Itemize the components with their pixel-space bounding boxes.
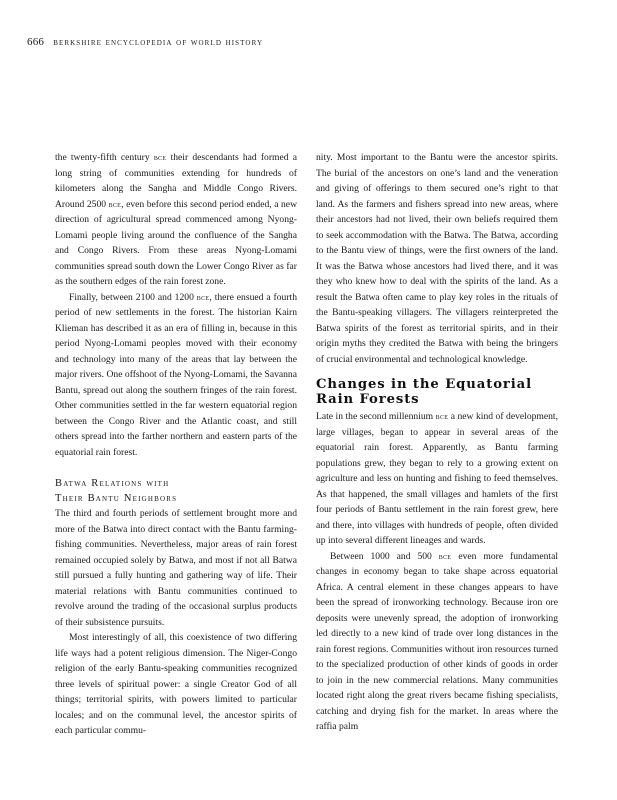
text-run: , there ensued a fourth period of new settlements in the forest. The historian Kairn Klieman has described it as an era of filling in, because in this period Nyong-Lomami peoples moved with their economy and technology into many of the areas that lay between the major rivers. One offshoot of the Nyong-Lomami, the Savanna Bantu, spread out along the southern fringes of the rain forest. Other communities settled in the far western equatorial region between the Congo River and the Atlantic coast, and still others spread into the farther northern and eastern parts of the equatorial rain forest. bbox=[55, 291, 298, 458]
left-column bbox=[55, 150, 297, 739]
text-run: even more fundamental changes in economy began to take shape across equatorial Africa. A central element in these changes appears to have been the spread of ironworking technology. Because iron ore deposits were unevenly spread, the adoption of ironworking led directly to a new kind of trade over long distances in the rain forest regions. Communities without iron resources turned to the specialized production of other kinds of goods in order to join in the new commercial relations. Many communities located right along the great rivers became fishing specialists, catching and drying fish for the market. In areas where the raffia palm bbox=[316, 550, 558, 732]
text-run: Late in the second millennium bbox=[316, 411, 436, 422]
subsection-heading bbox=[55, 476, 297, 506]
paragraph bbox=[316, 409, 558, 549]
section-heading-line: Rain Forests bbox=[316, 392, 420, 407]
era-abbreviation: bce bbox=[153, 152, 167, 162]
right-column bbox=[316, 150, 558, 735]
text-run: , even before this second period ended, a new direction of agricultural spread commenced among Nyong-Lomami people living around the confluence of the Sangha and Congo Rivers. From these areas Nyong-Lomami communities spread south down the Lower Congo River as far as the southern edges of the rain forest zone. bbox=[55, 198, 297, 287]
era-abbreviation: bce bbox=[435, 411, 449, 421]
subsection-heading-line: Their Bantu Neighbors bbox=[55, 493, 178, 504]
text-run: a new kind of development, large villages, began to appear in several areas of the equatorial rain forest. Apparently, as Bantu farming populations grew, they began to rely to a growing extent on agriculture and less on hunting and fishing to feed themselves. As that happened, the small villages and hamlets of the first four periods of Bantu settlement in the rain forest grew, here and there, into villages with hundreds of people, often divided up into several different lineages and wards. bbox=[316, 411, 558, 546]
section-heading bbox=[316, 377, 558, 407]
paragraph: nity. Most important to the Bantu were the ancestor spirits. The burial of the ancestors on one’s land and the veneration and giving of offerings to them secured one’s right to that land. As the farmers and fishers spread into new areas, where their ancestors had not lived, their own beliefs required them to seek accommodation with the Batwa. The Batwa, according to the Bantu view of things, were the first owners of the land. It was the Batwa whose ancestors had lived there, and it was they who knew how to deal with the spirits of the land. As a result the Batwa often came to play key roles in the rituals of the Bantu-speaking villagers. The villagers reinterpreted the Batwa spirits of the forest as territorial spirits, and in their origin myths they credited the Batwa with being the bringers of crucial environmental and technological knowledge. bbox=[316, 152, 558, 365]
text-run: their descendants had formed a long string of communities extending for hundreds of kilometers along the Sangha and Middle Congo Rivers. Around 2500 bbox=[55, 152, 297, 210]
paragraph bbox=[316, 549, 558, 735]
subsection-heading-line: Batwa Relations with bbox=[55, 478, 170, 489]
paragraph bbox=[55, 150, 297, 290]
running-head-title: berkshire encyclopedia of world history bbox=[53, 37, 264, 48]
paragraph: The third and fourth periods of settlement brought more and more of the Batwa into direct contact with the Bantu farming-fishing communities. Nevertheless, major areas of rain forest remained occupied solely by Batwa, and most if not all Batwa still pursued a fully hunting and gathering way of life. Their material relations with Bantu communities continued to revolve around the trading of the occasional surplus products of their subsistence pursuits. bbox=[55, 508, 297, 628]
section-heading-line: Changes in the Equatorial bbox=[316, 377, 532, 392]
era-abbreviation: bce bbox=[438, 550, 452, 561]
paragraph: Most interestingly of all, this coexistence of two differing life ways had a potent religious dimension. The Niger-Congo religion of the early Bantu-speaking communities recognized three levels of spiritual power: a single Creator God of all things; territorial spirits, with powers limited to particular locales; and on the communal level, the ancestor spirits of each particular commu- bbox=[55, 632, 297, 736]
text-run: the twenty-fifth century bbox=[55, 152, 154, 163]
running-head bbox=[27, 36, 263, 48]
paragraph bbox=[55, 290, 297, 461]
era-abbreviation: bce bbox=[196, 291, 210, 302]
text-run: Between 1000 and 500 bbox=[330, 550, 439, 562]
text-run: Finally, between 2100 and 1200 bbox=[69, 291, 197, 303]
page-number: 666 bbox=[27, 36, 45, 48]
era-abbreviation: bce bbox=[108, 198, 122, 209]
